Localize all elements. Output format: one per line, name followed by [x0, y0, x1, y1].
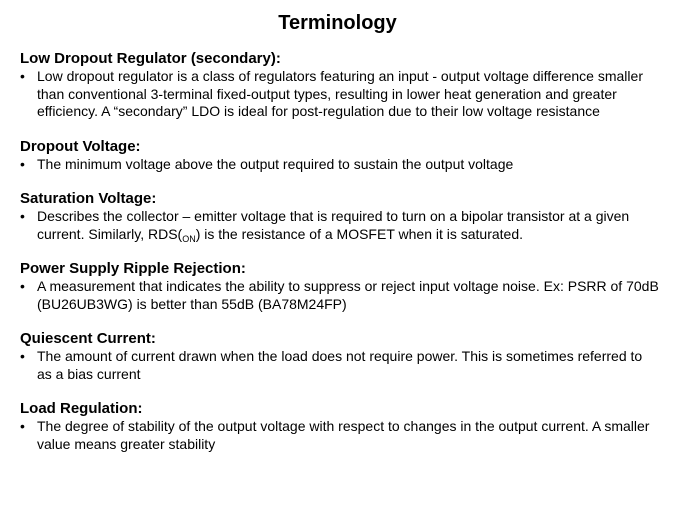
terminology-list [20, 50, 660, 470]
page-title: Terminology [278, 12, 397, 34]
term-load-regulation [20, 400, 660, 453]
bullet-icon: • [20, 418, 25, 434]
term-quiescent-current [20, 330, 660, 383]
term-dropout-voltage [20, 138, 660, 174]
definition-text-after-subscript: ) is the resistance of a MOSFET when it is saturated. [195, 225, 524, 242]
bullet-icon: • [20, 208, 25, 224]
term-heading: Load Regulation: [20, 400, 143, 417]
term-definition [20, 418, 660, 453]
term-definition [20, 68, 660, 121]
term-heading: Saturation Voltage: [20, 190, 157, 207]
bullet-icon: • [20, 155, 25, 172]
term-heading: Dropout Voltage: [20, 137, 141, 155]
definition-text: The amount of current drawn when the load does not require power. This is sometimes referred to as a bias current [37, 348, 643, 382]
bullet-icon: • [20, 348, 25, 364]
term-definition [20, 348, 660, 383]
subscript-on: ON [182, 233, 196, 244]
bullet-icon: • [20, 278, 25, 294]
term-definition [20, 208, 660, 243]
term-heading: Quiescent Current: [20, 330, 156, 347]
term-low-dropout-regulator [20, 50, 660, 121]
term-heading: Low Dropout Regulator (secondary): [20, 50, 281, 67]
definition-text: Low dropout regulator is a class of regulators featuring an input - output voltage difference smaller than conventional 3-terminal fixed-output types, resulting in lower heat generation and greater efficiency. A “secondary” LDO is ideal for post-regulation due to their low voltage resistance [37, 68, 643, 119]
definition-text: The degree of stability of the output voltage with respect to changes in the output current. A smaller value means greater stability [37, 418, 650, 452]
definition-text-before-subscript: Describes the collector – emitter voltage that is required to turn on a bipolar transistor at a given current. Similarly, RDS( [37, 208, 630, 242]
term-definition [20, 278, 660, 313]
definition-text: The minimum voltage above the output required to sustain the output voltage [37, 155, 514, 172]
term-power-supply-ripple-rejection [20, 260, 660, 313]
definition-text: A measurement that indicates the ability to suppress or reject input voltage noise. Ex: PSRR of 70dB (BU26UB3WG) is better than 55dB (BA78M24FP) [37, 278, 659, 312]
bullet-icon: • [20, 68, 25, 84]
term-saturation-voltage [20, 190, 660, 243]
term-heading: Power Supply Ripple Rejection: [20, 260, 246, 277]
term-definition [20, 156, 660, 174]
